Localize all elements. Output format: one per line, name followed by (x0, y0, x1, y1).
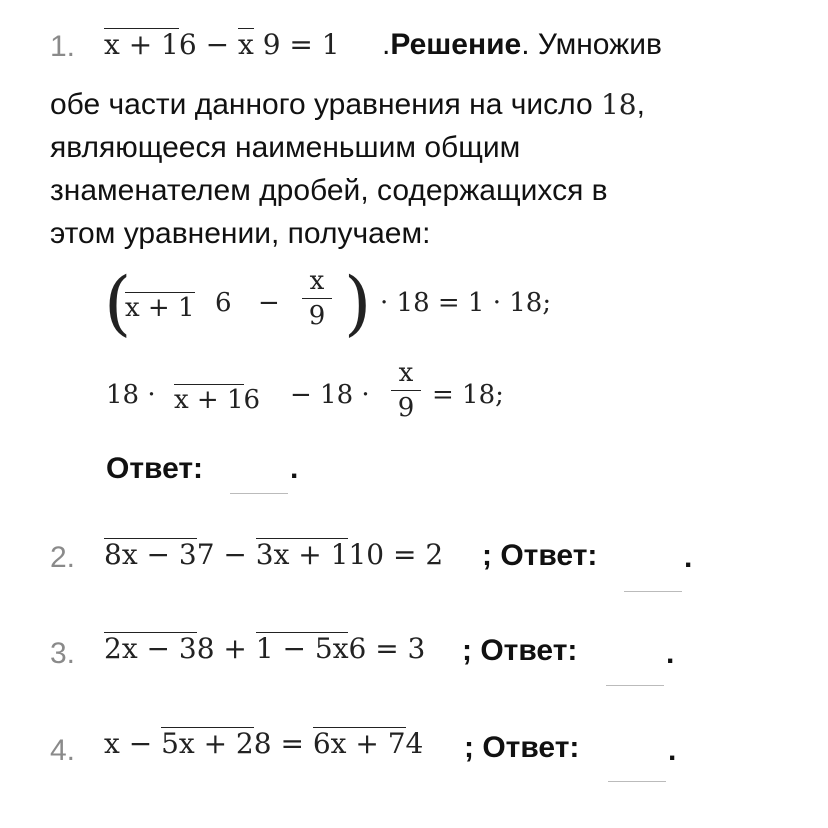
step2-prefix: 18 · (106, 380, 156, 410)
answer-end-1: . (290, 452, 299, 485)
semicolon: ; (482, 539, 492, 572)
overline-term: 1 − 5x (255, 632, 349, 665)
step2-over (174, 384, 260, 415)
problem-number-4: 4. (50, 734, 76, 767)
overline-term: 8x − 3 (104, 538, 197, 571)
term: 10 = 2 (348, 538, 444, 571)
term: 7 (196, 538, 215, 571)
step2-rhs: = 18; (432, 380, 504, 410)
paragraph-text: обе части данного уравнения на число (50, 88, 593, 121)
overline-term: x + 1 (125, 293, 195, 323)
step1-minus: − (258, 288, 280, 318)
step2-minus: − 18 · (290, 380, 370, 410)
solution-label: Решение (390, 28, 522, 61)
overline-term: 2x − 3 (104, 632, 197, 665)
semicolon: ; (462, 634, 472, 667)
rhs: = 1 (289, 28, 340, 61)
term: 6 = 3 (348, 632, 426, 665)
paragraph-line-2: являющееся наименьшим общим (50, 131, 521, 164)
answer-label: Ответ: (500, 539, 598, 572)
term: x − (104, 727, 153, 760)
equation-2 (104, 538, 443, 571)
answer-input-4[interactable] (608, 780, 666, 782)
answer-label: Ответ: (482, 731, 580, 764)
operator: = (280, 727, 304, 760)
number-18: 18 (600, 88, 637, 121)
overline-term: 3x + 1 (255, 538, 349, 571)
step1-fraction (302, 266, 332, 331)
answer-input-3[interactable] (606, 684, 664, 686)
fraction-bar (391, 390, 421, 391)
answer-label-2 (482, 539, 597, 573)
answer-label-4 (464, 731, 579, 765)
paragraph-line-3: знаменателем дробей, содержащихся в (50, 174, 608, 207)
fraction-bar (302, 298, 332, 299)
fraction-numerator: x (398, 358, 414, 388)
overline-term: x (237, 28, 254, 61)
answer-input-1[interactable] (230, 492, 288, 494)
term: 8 (253, 727, 272, 760)
operator: + (223, 632, 247, 665)
close-paren: ) (344, 262, 372, 344)
overline-term: 6x + 7 (312, 727, 406, 760)
term: 6 (178, 28, 197, 61)
paragraph-line-4: этом уравнении, получаем: (50, 217, 431, 250)
answer-end-2: . (684, 541, 693, 574)
answer-label: Ответ: (480, 634, 578, 667)
operator: − (205, 28, 230, 61)
equation-3 (104, 632, 425, 665)
overline-term: 5x + 2 (161, 727, 254, 760)
problem-number-1: 1. (50, 30, 76, 63)
answer-end-4: . (668, 734, 677, 767)
overline-term: x + 1 (174, 385, 244, 415)
fraction-denominator: 9 (308, 301, 326, 331)
solution-text: . Умножив (521, 28, 662, 61)
term: 6 (243, 385, 261, 415)
paragraph-line-1 (50, 88, 645, 122)
step1-rhs: · 18 = 1 · 18; (380, 288, 552, 318)
overline-term: x + 1 (104, 28, 179, 61)
answer-label-1: Ответ: (106, 452, 204, 485)
answer-input-2[interactable] (624, 590, 682, 592)
semicolon: ; (464, 731, 474, 764)
fraction-denominator: 9 (397, 393, 415, 423)
equation-4 (104, 727, 423, 760)
term: 9 (262, 28, 281, 61)
open-paren: ( (104, 262, 132, 344)
step2-fraction (391, 358, 421, 423)
fraction-numerator: x (309, 266, 325, 296)
comma: , (636, 88, 645, 121)
problem-number-3: 3. (50, 637, 76, 670)
solution-heading (382, 28, 662, 62)
answer-label-3 (462, 634, 577, 668)
term: 4 (405, 727, 424, 760)
problem-number-2: 2. (50, 541, 76, 574)
operator: − (223, 538, 247, 571)
equation-1 (104, 28, 340, 61)
step1-six: 6 (215, 288, 232, 318)
period: . (382, 28, 391, 61)
step1-term (125, 292, 195, 323)
term: 8 (196, 632, 215, 665)
answer-end-3: . (666, 637, 675, 670)
